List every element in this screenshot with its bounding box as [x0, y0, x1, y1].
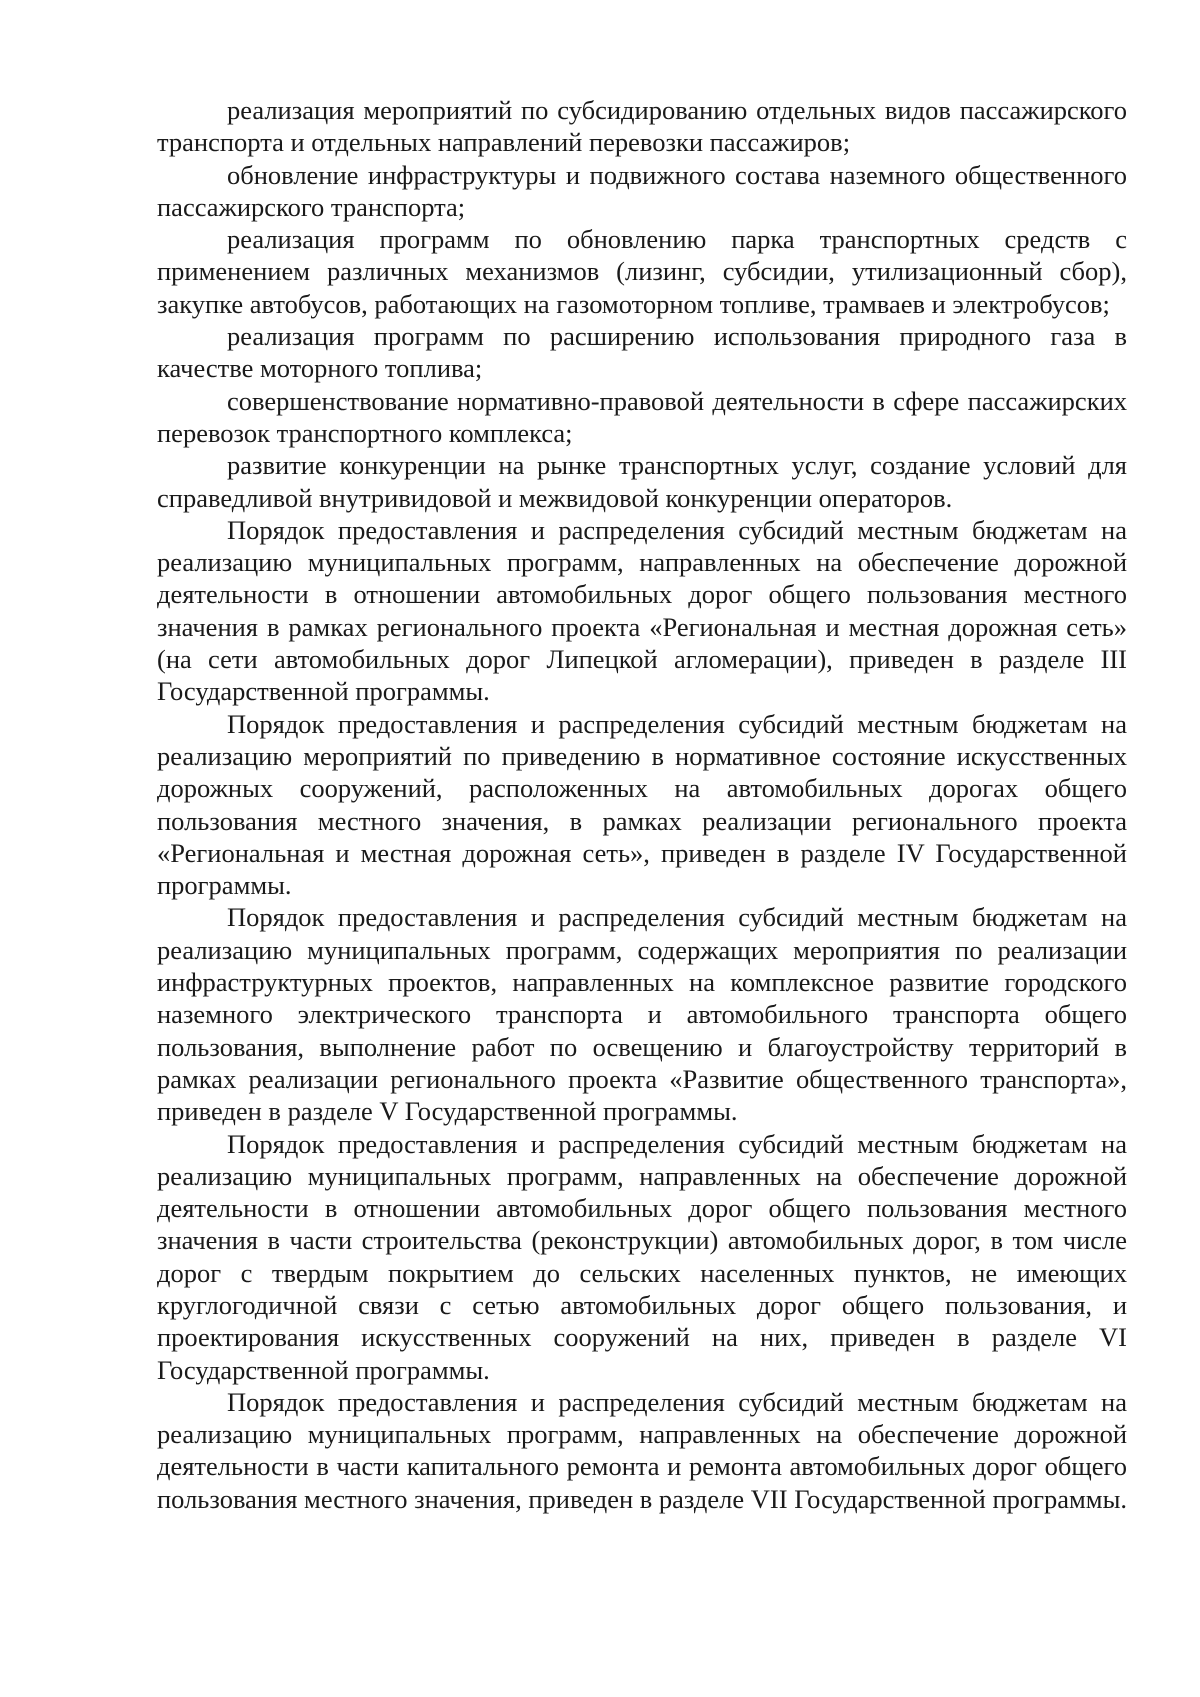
paragraph-fleet-renewal-programs: реализация программ по обновлению парка транспортных средств с применением различных механизмов (лизинг, субсидии, утилизационный сбор), закупке автобусов, работающих на газомоторном топливе, трамваев и электробусов; — [157, 224, 1127, 319]
paragraph-subsidy-procedure-section-3: Порядок предоставления и распределения субсидий местным бюджетам на реализацию муниципальных программ, направленных на обеспечение дорожной деятельности в отношении автомобильных дорог общего пользования местного значения в рамках регионального проекта «Региональная и местная дорожная сеть» (на сети автомобильных дорог Липецкой агломерации), приведен в разделе III Государственной программы. — [157, 514, 1127, 707]
paragraph-subsidy-procedure-section-7: Порядок предоставления и распределения субсидий местным бюджетам на реализацию муниципальных программ, направленных на обеспечение дорожной деятельности в части капитального ремонта и ремонта автомобильных дорог общего пользования местного значения, приведен в разделе VII Государственной программы. — [157, 1386, 1127, 1514]
paragraph-subsidizing-passenger-transport: реализация мероприятий по субсидированию отдельных видов пассажирского транспорта и отдельных направлений перевозки пассажиров; — [157, 95, 1127, 158]
document-body — [157, 94, 1127, 1515]
paragraph-natural-gas-fuel: реализация программ по расширению использования природного газа в качестве моторного топлива; — [157, 321, 1127, 384]
paragraph-subsidy-procedure-section-4: Порядок предоставления и распределения субсидий местным бюджетам на реализацию мероприятий по приведению в нормативное состояние искусственных дорожных сооружений, расположенных на автомобильных дорогах общего пользования местного значения, в рамках реализации регионального проекта «Региональная и местная дорожная сеть», приведен в разделе IV Государственной программы. — [157, 708, 1127, 901]
paragraph-subsidy-procedure-section-6: Порядок предоставления и распределения субсидий местным бюджетам на реализацию муниципальных программ, направленных на обеспечение дорожной деятельности в отношении автомобильных дорог общего пользования местного значения в части строительства (реконструкции) автомобильных дорог, в том числе дорог с твердым покрытием до сельских населенных пунктов, не имеющих круглогодичной связи с сетью автомобильных дорог общего пользования, и проектирования искусственных сооружений на них, приведен в разделе VI Государственной программы. — [157, 1128, 1127, 1385]
paragraph-competition-development: развитие конкуренции на рынке транспортных услуг, создание условий для справедливой внутривидовой и межвидовой конкуренции операторов. — [157, 450, 1127, 513]
paragraph-infrastructure-renewal: обновление инфраструктуры и подвижного состава наземного общественного пассажирского транспорта; — [157, 159, 1127, 222]
paragraph-subsidy-procedure-section-5: Порядок предоставления и распределения субсидий местным бюджетам на реализацию муниципальных программ, содержащих мероприятия по реализации инфраструктурных проектов, направленных на комплексное развитие городского наземного электрического транспорта и автомобильного транспорта общего пользования, выполнение работ по освещению и благоустройству территорий в рамках реализации регионального проекта «Развитие общественного транспорта», приведен в разделе V Государственной программы. — [157, 902, 1127, 1127]
paragraph-regulatory-improvement: совершенствование нормативно-правовой деятельности в сфере пассажирских перевозок транспортного комплекса; — [157, 385, 1127, 448]
